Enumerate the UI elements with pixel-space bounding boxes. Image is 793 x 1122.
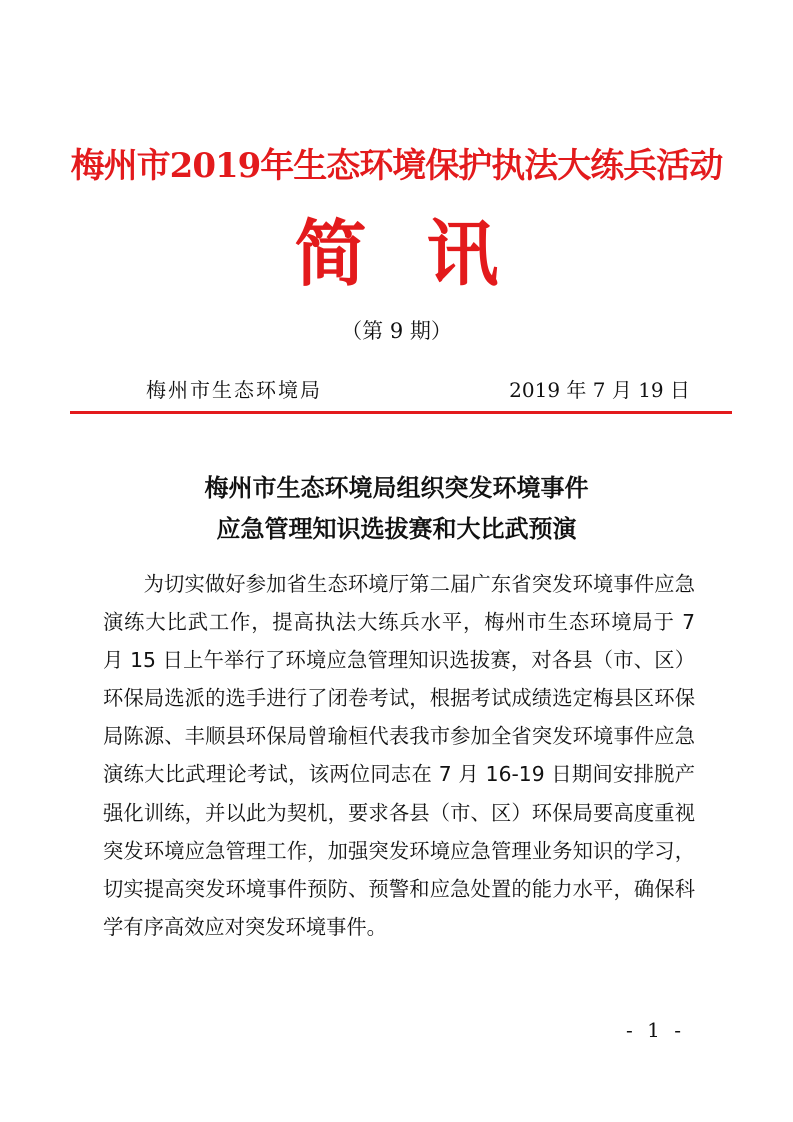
issuing-agency: 梅州市生态环境局 <box>146 378 322 402</box>
page-number: - 1 - <box>626 1018 685 1042</box>
issue-number: （第 9 期） <box>341 319 452 343</box>
article-title-line-2: 应急管理知识选拔赛和大比武预演 <box>216 514 577 543</box>
article-title-line-1: 梅州市生态环境局组织突发环境事件 <box>204 473 589 502</box>
issue-date: 2019 年 7 月 19 日 <box>509 378 690 402</box>
red-divider-line <box>70 411 732 414</box>
bulletin-main-title: 简讯 <box>294 211 559 296</box>
article-body-paragraph: 为切实做好参加省生态环境厅第二届广东省突发环境事件应急演练大比武工作，提高执法大练兵水平，梅州市生态环境局于 7 月 15 日上午举行了环境应急管理知识选拔赛，对各县（市、区）环保局选派的选手进行了闭卷考试，根据考试成绩选定梅县区环保局陈源、丰顺县环保局曾瑜桓代表我市参加全省突发环境事件应急演练大比武理论考试，该两位同志在 7 月 16-19 日期间安排脱产强化训练，并以此为契机，要求各县（市、区）环保局要高度重视突发环境应急管理工作，加强突发环境应急管理业务知识的学习，切实提高突发环境事件预防、预警和应急处置的能力水平，确保科学有序高效应对突发环境事件。 <box>103 572 695 939</box>
bulletin-banner-title: 梅州市2019年生态环境保护执法大练兵活动 <box>70 146 723 186</box>
